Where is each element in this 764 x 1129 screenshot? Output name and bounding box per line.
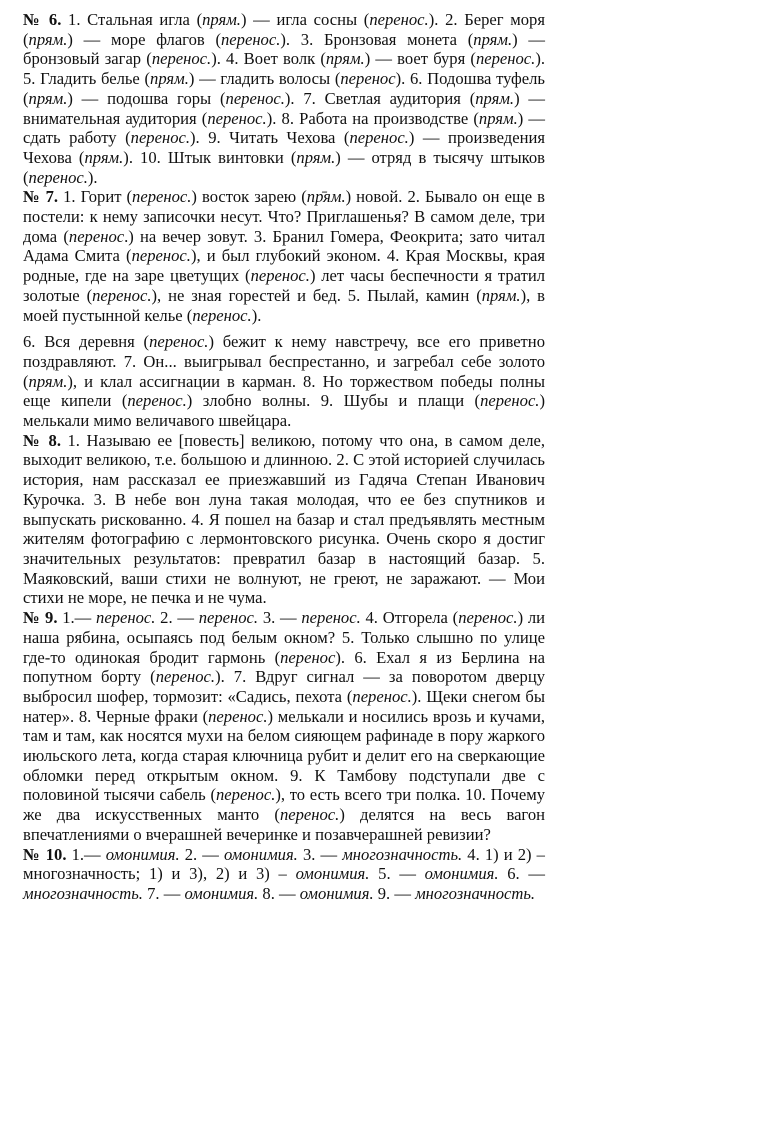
text-run: ). 10. Штык винтовки ( bbox=[123, 147, 297, 167]
usage-label: прям. bbox=[28, 88, 68, 108]
usage-label: перенос. bbox=[151, 49, 212, 69]
usage-label: омонимия. bbox=[184, 883, 259, 903]
text-run: ) восток зарею ( bbox=[191, 187, 307, 207]
text-run: 4. Отгорела ( bbox=[360, 608, 459, 628]
section-body bbox=[23, 845, 545, 903]
text-run: ). 7. Вдруг сигнал — за поворотом дверцу выбросил шофер, тормозит: «Садись, пехота ( bbox=[23, 667, 545, 706]
usage-label: прям. bbox=[478, 108, 518, 128]
text-run: 2. — bbox=[179, 844, 224, 864]
usage-label: многозначность. bbox=[23, 883, 143, 903]
text-run: ) — воет буря ( bbox=[364, 49, 476, 69]
text-run: ) — сдать работу ( bbox=[23, 108, 545, 148]
usage-label: омонимия. bbox=[105, 844, 180, 864]
text-run: .) на вечер зовут. 3. Бранил Гомера, Феокрита; зато читал Адама Смита ( bbox=[23, 226, 546, 266]
usage-label: прям. bbox=[28, 371, 68, 391]
text-run: 1. Горит ( bbox=[58, 187, 133, 207]
usage-label: прям. bbox=[473, 29, 513, 49]
document-page bbox=[23, 10, 545, 904]
text-run: ) лет часы беспечности я тратил золотые ( bbox=[23, 266, 545, 305]
section-number: № 7. bbox=[23, 187, 59, 207]
text-run: ), и клал ассигнации в карман. 8. Но торжеством победы полны еще кипели ( bbox=[23, 371, 545, 411]
usage-label: омонимия. bbox=[424, 864, 499, 884]
text-run: ). 6. Ехал я из Берлина на попутном борту ( bbox=[23, 647, 545, 687]
usage-label: перенос. bbox=[155, 667, 216, 687]
text-run: ). bbox=[87, 167, 98, 187]
usage-label: перенос. bbox=[458, 608, 518, 628]
text-run: ). 6. Подошва туфель ( bbox=[23, 69, 546, 108]
usage-label: прям. bbox=[202, 10, 241, 29]
usage-label: перенос. bbox=[475, 49, 536, 69]
usage-label: перенос. bbox=[215, 785, 276, 805]
usage-label: перенос. bbox=[127, 391, 187, 411]
usage-label: прям. bbox=[296, 147, 336, 167]
usage-label: перенос. bbox=[131, 246, 191, 266]
text-run: 4. 1) и 2) – многозначность; 1) и 3), 2) и 3) – bbox=[23, 844, 545, 884]
text-run: 1. Называю ее [повесть] великою, потому что она, в самом деле, выходит великою, т.е. большою и длинною. 2. С этой историей случилась история, нам рассказал ее приезжавший из Гадяча Степан Иванович Курочка. 3. В небе вон луна такая молодая, что ее без спутников и выпускать рискованно. 4. Я пошел на базар и стал предъявлять местным жителям фотографию с лермонтовского рисунка. Очень скоро я достиг значительных результатов: превратил базар в настоящий базар. 5. Маяковский, ваши стихи не волнуют, не греют, не заражают. — Мои стихи не море, не печка и не чума. bbox=[23, 430, 545, 608]
section-body bbox=[23, 332, 545, 430]
usage-label: перенос. bbox=[208, 706, 268, 726]
usage-label: омонимия. bbox=[223, 844, 298, 864]
text-run: ). 7. Светлая аудитория ( bbox=[284, 88, 476, 108]
usage-label: перенос bbox=[68, 226, 125, 246]
section-8 bbox=[23, 431, 545, 608]
section-number: № 9. bbox=[23, 608, 58, 628]
usage-label: прям. bbox=[481, 285, 521, 305]
text-run: 6. — bbox=[498, 864, 545, 884]
usage-label: прям. bbox=[150, 69, 189, 89]
section-body bbox=[23, 608, 545, 844]
usage-label: прям. bbox=[475, 88, 515, 108]
text-run: 1.— bbox=[66, 844, 106, 864]
usage-label: перенос. bbox=[92, 285, 152, 305]
text-run: 1.— bbox=[57, 608, 97, 628]
usage-label: перенос. bbox=[250, 266, 310, 286]
text-run: 5. — bbox=[369, 864, 425, 884]
usage-label: перенос. bbox=[28, 167, 88, 187]
usage-label: перенос. bbox=[369, 10, 429, 29]
text-run: ) мелькали мимо величавого швейцара. bbox=[23, 391, 545, 431]
section-body bbox=[23, 10, 545, 187]
text-run: ) — гладить волосы ( bbox=[188, 69, 341, 89]
text-run: 9. — bbox=[373, 883, 416, 903]
text-run: ), в моей пустынной келье ( bbox=[23, 285, 545, 325]
usage-label: многозначность. bbox=[415, 883, 536, 903]
usage-label: прям. bbox=[84, 147, 124, 167]
usage-label: прям. bbox=[325, 49, 365, 69]
usage-label: омонимия. bbox=[299, 883, 374, 903]
text-run: ). 2. Берег моря ( bbox=[23, 10, 545, 49]
usage-label: перенос. bbox=[225, 88, 285, 108]
text-run: ). bbox=[251, 305, 262, 325]
usage-label: перенос. bbox=[96, 608, 156, 628]
usage-label: перенос. bbox=[279, 805, 340, 825]
section-10 bbox=[23, 845, 545, 904]
text-run: ) — отряд в тысячу штыков ( bbox=[23, 147, 545, 187]
section-number: № 8. bbox=[23, 430, 61, 450]
text-run: ) — море флагов ( bbox=[67, 29, 221, 49]
text-run: ) — бронзовый загар ( bbox=[23, 29, 545, 69]
text-run: 7. — bbox=[142, 883, 185, 903]
text-run: ) делятся на весь вагон впечатлениями о вчерашней вечеринке и позавчерашней ревизии? bbox=[23, 805, 545, 844]
text-run: ) новой. 2. Бывало он еще в постели: к нему записочки несут. Что? Приглашенья? В самом деле, три дома ( bbox=[23, 187, 545, 246]
text-run: ). 9. Читать Чехова ( bbox=[190, 128, 350, 148]
section-7-continued bbox=[23, 332, 545, 431]
usage-label: перенос. bbox=[352, 686, 412, 706]
text-run: ) мелькали и носились врозь и кучами, там и там, как носятся мухи на белом сияющем рафинаде в пору жаркого июльского лета, когда старая ключница рубит и делит его на сверкающие обломки перед открытым окном. 9. К Тамбову подступали две с половиной тысячи сабель ( bbox=[23, 706, 545, 805]
usage-label: перенос. bbox=[198, 608, 259, 628]
text-run: ) ли наша рябина, осыпаясь под белым окном? 5. Только слышно по улице где-то одинокая бродит гармонь ( bbox=[23, 608, 546, 667]
section-body bbox=[23, 187, 545, 324]
usage-label: перенос. bbox=[221, 29, 281, 49]
section-9 bbox=[23, 608, 545, 844]
text-run: ), то есть всего три полка. 10. Почему же два искусственных манто ( bbox=[23, 785, 545, 825]
text-run: ), и был глубокий эконом. 4. Края Москвы, края родные, где на заре цветущих ( bbox=[23, 246, 546, 286]
text-run: 2. — bbox=[155, 608, 199, 628]
usage-label: омонимия. bbox=[295, 864, 370, 884]
text-run: ) злобно волны. 9. Шубы и плащи ( bbox=[186, 391, 481, 411]
usage-label: перенос. bbox=[149, 332, 209, 352]
usage-label: прям. bbox=[28, 29, 68, 49]
usage-label: перенос. bbox=[192, 305, 252, 325]
text-run: 6. Вся деревня ( bbox=[23, 332, 150, 352]
section-number: № 10. bbox=[23, 844, 67, 864]
text-run: ). 4. Воет волк ( bbox=[211, 49, 326, 69]
text-run: ), не зная горестей и бед. 5. Пылай, камин ( bbox=[151, 285, 482, 305]
section-number: № 6. bbox=[23, 10, 62, 29]
usage-label: перенос. bbox=[480, 391, 540, 411]
usage-label: перенос. bbox=[301, 608, 361, 628]
usage-label: пр̄ям. bbox=[306, 187, 346, 207]
usage-label: перенос. bbox=[207, 108, 267, 128]
text-run: ) — произведения Чехова ( bbox=[23, 128, 545, 167]
text-run: ) бежит к нему навстречу, все его приветно поздравляют. 7. Он... выигрывал беспрестанно, и загребал себе золото ( bbox=[23, 332, 545, 391]
text-run: 8. — bbox=[258, 883, 300, 903]
text-run: ). 5. Гладить белье ( bbox=[23, 49, 545, 89]
usage-label: перенос bbox=[340, 69, 396, 89]
usage-label: перенос. bbox=[349, 128, 409, 148]
usage-label: перенос bbox=[280, 647, 336, 667]
usage-label: перенос. bbox=[132, 187, 192, 207]
text-run: ). Щеки снегом бы натер». 8. Черные фраки ( bbox=[23, 686, 546, 726]
text-run: ) — подошва горы ( bbox=[67, 88, 226, 108]
section-7 bbox=[23, 187, 545, 325]
text-run: ) — внимательная аудитория ( bbox=[23, 88, 545, 128]
text-run: ). 3. Бронзовая монета ( bbox=[280, 29, 474, 49]
text-run: ) — игла сосны ( bbox=[240, 10, 370, 29]
text-run: 1. Стальная игла ( bbox=[61, 10, 203, 29]
text-run: ). 8. Работа на производстве ( bbox=[266, 108, 479, 128]
section-body bbox=[23, 431, 545, 608]
text-run: 3. — bbox=[258, 608, 302, 628]
section-6 bbox=[23, 10, 545, 187]
text-run: 3. — bbox=[297, 844, 343, 864]
usage-label: перенос. bbox=[130, 128, 191, 148]
usage-label: многозначность. bbox=[342, 844, 463, 864]
